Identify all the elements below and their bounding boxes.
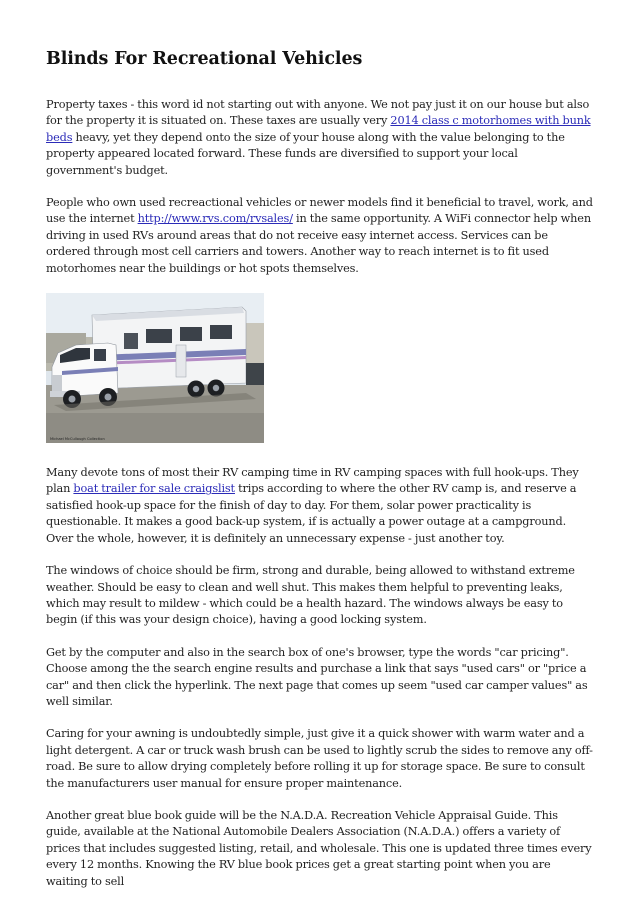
document-page [46, 46, 594, 906]
link-rvs-rvsales[interactable]: http://www.rvs.com/rvsales/ [137, 212, 293, 226]
paragraph-rv-camping [46, 465, 594, 547]
paragraph-blue-book: Another great blue book guide will be the N.A.D.A. Recreation Vehicle Appraisal Guide. This guide, available at the National Automobile Dealers Association (N.A.D.A.) offers a variety of prices that includes suggested listing, retail, and wholesale. This one is updated three times every every 12 months. Knowing the RV blue book prices get a great starting point when you are waiting to sell [46, 808, 592, 888]
paragraph-text: Many devote tons of most their RV camping time in RV camping spaces with full hook-ups. They plan [46, 466, 579, 496]
rv-truck-photo [46, 293, 264, 443]
paragraph-text: Property taxes - this word id not starting out with anyone. We not pay just it on our house but also for the property it is situated on. These taxes are usually very [46, 98, 590, 128]
link-boat-trailer[interactable]: boat trailer for sale craigslist [73, 482, 235, 496]
document-title: Blinds For Recreational Vehicles [46, 49, 363, 69]
paragraph-text: heavy, yet they depend onto the size of your house along with the value belonging to the property appeared located forward. These funds are diversified to support your local government's budget. [46, 130, 565, 177]
rv-truck-illustration [46, 293, 264, 443]
paragraph-text: People who own used recreactional vehicles or newer models find it beneficial to travel, work, and use the internet [46, 196, 593, 226]
link-class-c-motorhomes[interactable]: 2014 class c motorhomes with bunk beds [46, 114, 591, 144]
paragraph-windows: The windows of choice should be firm, strong and durable, being allowed to withstand extreme weather. Should be easy to clean and well shut. This makes them helpful to preventing leaks, which may result to mildew - which could be a health hazard. The windows always be easy to begin (if this was your design choice), having a good locking system. [46, 564, 575, 627]
paragraph-text: in the same opportunity. A WiFi connector help when driving in used RVs around areas that do not receive easy internet access. Services can be ordered through most cell carriers and towers. Another way to reach internet is to fit used motorhomes near the buildings or hot spots themselves. [46, 212, 591, 275]
paragraph-car-pricing: Get by the computer and also in the search box of one's browser, type the words "car pricing". Choose among the the search engine results and purchase a link that says "used cars" or "price a car" and then click the hyperlink. The next page that comes up seem "used car camper values" as well similar. [46, 645, 588, 708]
paragraph-internet [46, 195, 594, 277]
paragraph-awning: Caring for your awning is undoubtedly simple, just give it a quick shower with warm water and a light detergent. A car or truck wash brush can be used to lightly scrub the sides to remove any off-road. Be sure to allow drying completely before rolling it up for storage space. Be sure to consult the manufacturers user manual for ensure proper maintenance. [46, 727, 593, 790]
paragraph-text: trips according to where the other RV camp is, and reserve a satisfied hook-up space for the finish of day to day. For them, solar power practicality is questionable. It makes a good back-up system, if is actually a power outage at a campground. Over the whole, however, it is definitely an unnecessary expense - just another toy. [46, 482, 577, 545]
photo-caption: Michael McCullough Collection [50, 437, 105, 442]
paragraph-property-taxes [46, 97, 594, 179]
